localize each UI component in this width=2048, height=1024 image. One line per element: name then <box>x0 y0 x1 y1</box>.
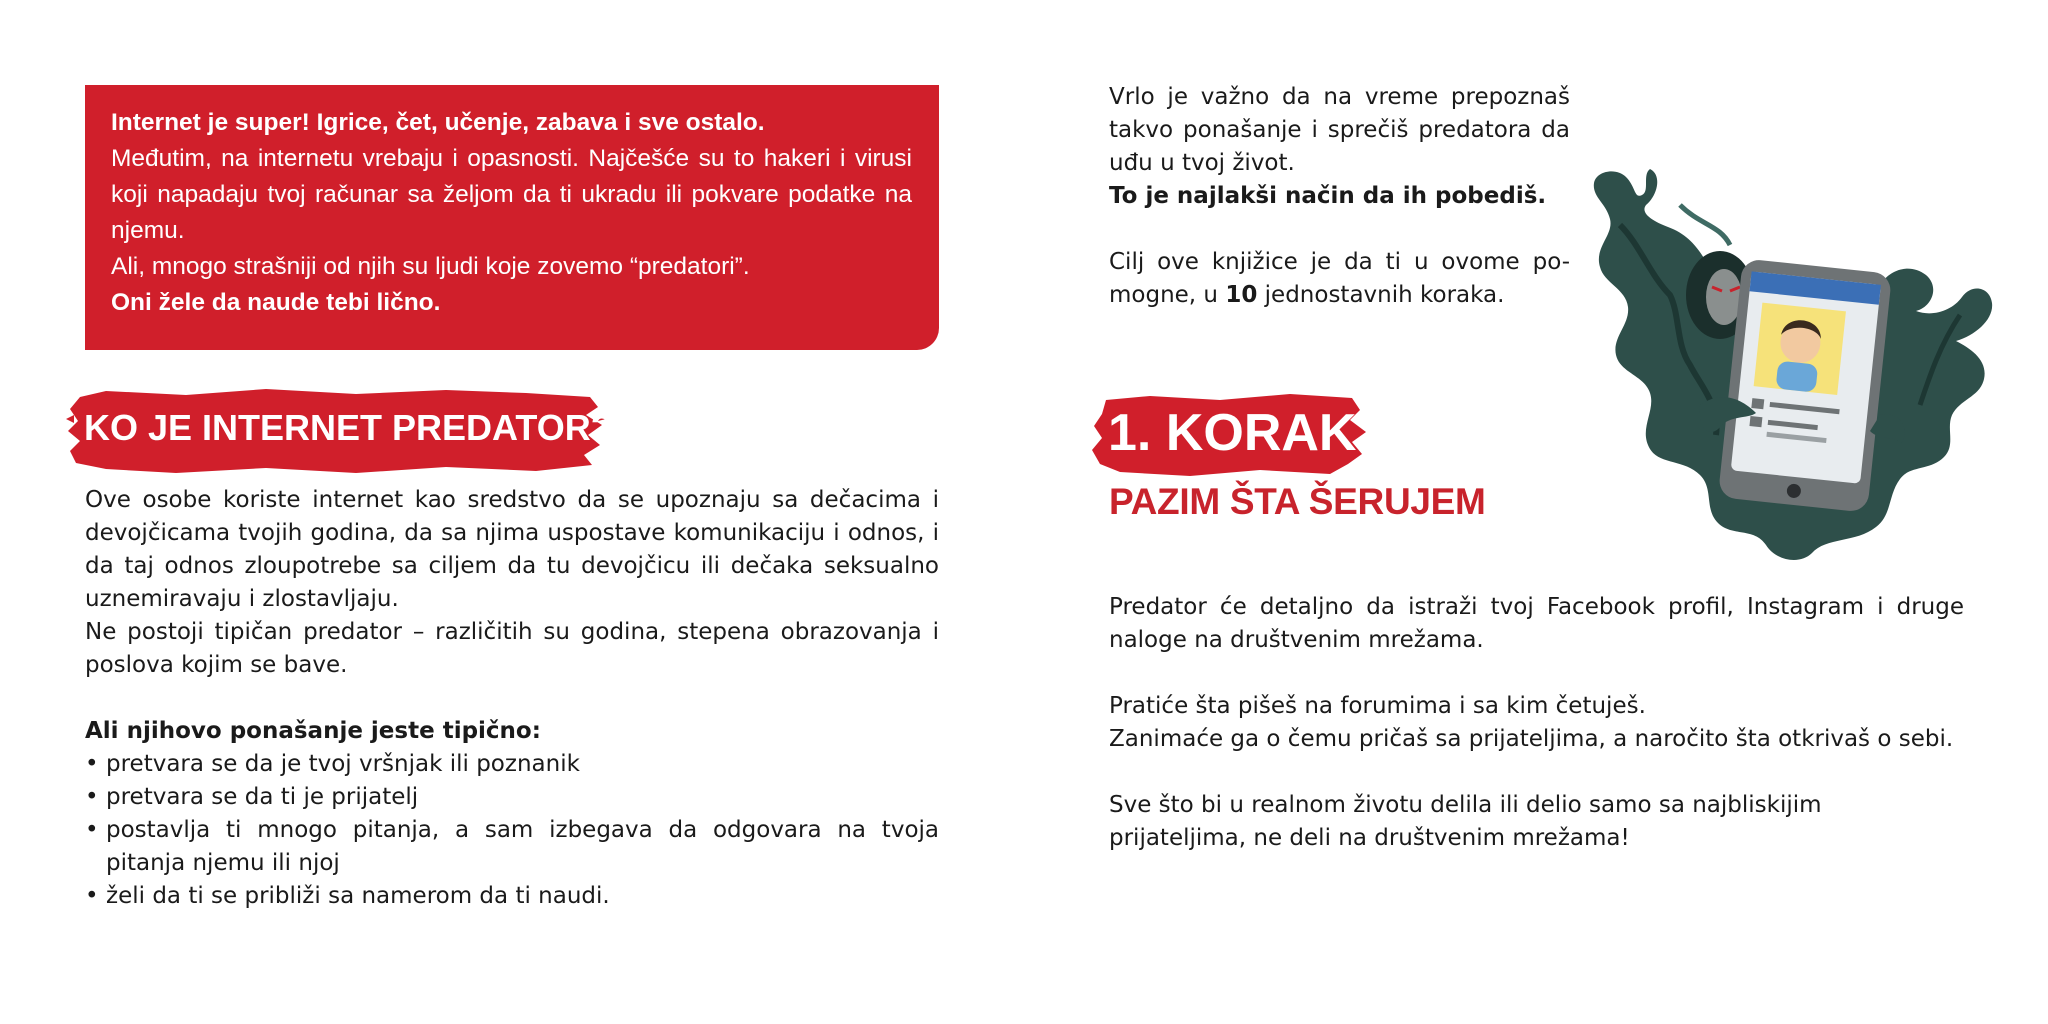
predator-definition: Ove osobe koriste internet kao sredstvo da se upoznaju sa dečacima i devojčicama tvojih godina, da sa njima uspostave komunikaciju i odnos, i da taj odnos zloupotrebe sa ciljem da tu devojčicu ili dečaka seksualno uznemiravaju i zlostavljaju. <box>85 487 939 612</box>
intro-emphasis: Oni žele da naude tebi lično. <box>111 289 441 316</box>
step-paragraph-3: Sve što bi u realnom životu delila ili delio samo sa najbliskijim prijateljima, ne deli na društvenim mrežama! <box>1109 792 1822 851</box>
step-paragraph-2b: Zanimaće ga o čemu pričaš sa prijateljima, a naročito šta otkrivaš o sebi. <box>1109 726 1954 752</box>
list-item: • pretvara se da ti je prijatelj <box>85 781 939 814</box>
step-body <box>1109 591 1964 855</box>
booklet-goal-text: Cilj ove knjižice je da ti u ovome po-mogne, u <box>1109 249 1570 308</box>
right-intro <box>1109 81 1570 312</box>
steps-count: 10 <box>1225 282 1258 308</box>
predator-section-body <box>85 484 939 913</box>
step-paragraph-2a: Pratiće šta pišeš na forumima i sa kim četuješ. <box>1109 693 1646 719</box>
list-item: • postavlja ti mnogo pitanja, a sam izbegava da odgovara na tvoja pitanja njemu ili njoj <box>85 814 939 880</box>
right-intro-emphasis: To je najlakši način da ih pobediš. <box>1109 183 1547 209</box>
predator-variety: Ne postoji tipičan predator – različitih su godina, stepena obrazovanja i poslova kojim se bave. <box>85 619 939 678</box>
right-intro-paragraph: Vrlo je važno da na vreme prepoznaš takvo ponašanje i sprečiš predatora da uđu u tvoj život. <box>1109 84 1570 176</box>
booklet-goal-text-end: jednostavnih koraka. <box>1264 282 1505 308</box>
intro-paragraph: Međutim, na internetu vrebaju i opasnosti. Najčešće su to hakeri i virusi koji napadaju tvoj računar sa željom da ti ukradu ili pokvare podatke na njemu. <box>111 145 912 244</box>
booklet-goal <box>1109 246 1570 312</box>
step-heading: 1. KORAK <box>1108 404 1357 462</box>
behavior-heading: Ali njihovo ponašanje jeste tipično: <box>85 718 541 744</box>
intro-box <box>85 85 939 350</box>
predator-with-phone-illustration <box>1580 165 2020 565</box>
intro-paragraph-2: Ali, mnogo strašniji od njih su ljudi koje zovemo “predatori”. <box>111 253 750 280</box>
step-subtitle: PAZIM ŠTA ŠERUJEM <box>1109 481 1486 522</box>
step-paragraph-1: Predator će detaljno da istraži tvoj Facebook profil, Instagram i druge naloge na društvenim mrežama. <box>1109 594 1964 653</box>
list-item: • pretvara se da je tvoj vršnjak ili poznanik <box>85 748 939 781</box>
predator-section-heading: KO JE INTERNET PREDATOR? <box>84 407 613 448</box>
behavior-list <box>85 748 939 913</box>
list-item: • želi da ti se približi sa namerom da ti naudi. <box>85 880 939 913</box>
intro-headline: Internet je super! Igrice, čet, učenje, zabava i sve ostalo. <box>111 109 765 136</box>
